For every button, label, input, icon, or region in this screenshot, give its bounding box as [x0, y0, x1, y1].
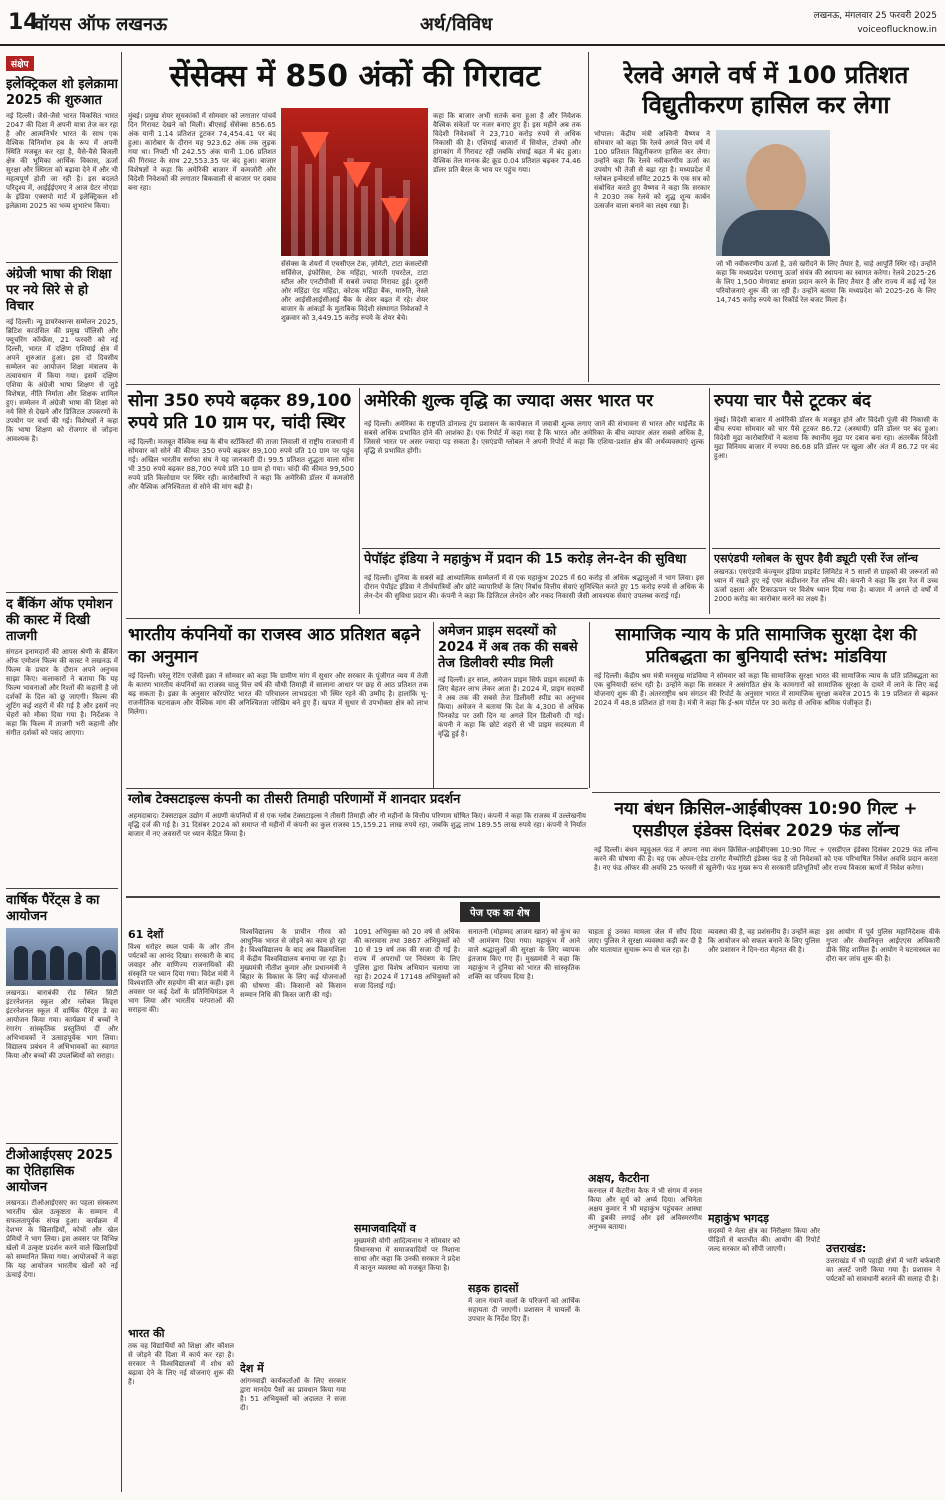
rail-body-a: भोपाल। केंद्रीय मंत्री अश्विनी वैष्णव ने सोमवार को कहा कि रेलवे अगले वित्त वर्ष में 100 प्रतिशत विद्युतीकरण हासिल कर लेगा। उन्होंने कहा कि रेलवे नवीकरणीय ऊर्जा का उपयोग भी तेजी से बढ़ा रहा है। मध्यप्रदेश में ग्लोबल इन्वेस्टर्स समिट 2025 के एक सत्र को संबोधित करते हुए वैष्णव ने कहा कि सरकार ने 2030 तक रेलवे को शुद्ध शून्य कार्बन उत्सर्जन वाला बनाने का लक्ष्य रखा है।: [594, 130, 710, 210]
lead-body-a: मुंबई। प्रमुख शेयर सूचकांकों में सोमवार को लगातार पांचवें दिन गिरावट देखने को मिली। बीएसई सेंसेक्स 856.65 अंक यानी 1.14 प्रतिशत टूटकर 74,454.41 पर बंद हुआ। कारोबार के दौरान यह 923.62 अंक तक लुढ़क गया था। निफ्टी भी 242.55 अंक यानी 1.06 प्रतिशत की गिरावट के साथ 22,553.35 पर बंद हुआ। बाजार विशेषज्ञों ने कहा कि अमेरिकी बाजार में कमजोरी और विदेशी निवेशकों की लगातार बिकवाली से बाजार पर दबाव बना रहा।: [128, 112, 276, 192]
masthead: [0, 0, 945, 46]
revenue-body: नई दिल्ली। घरेलू रेटिंग एजेंसी इक्रा ने सोमवार को कहा कि ग्रामीण मांग में सुधार और सरकार के पूंजीगत व्यय में तेजी के कारण भारतीय कंपनियों का राजस्व चालू वित्त वर्ष की चौथी तिमाही में सालाना आधार पर छह से आठ प्रतिशत तक बढ़ सकता है। इक्रा के अनुसार कॉरपोरेट भारत की परिचालन लाभप्रदता भी स्थिर रहने की उम्मीद है। हालांकि भू-राजनीतिक घटनाक्रम और वैश्विक मांग की अनिश्चितता जोखिम बने हुए हैं। खपत में सुधार से उपभोक्ता क्षेत्र को लाभ मिलेगा।: [128, 672, 428, 716]
gold-headline: सोना 350 रुपये बढ़कर 89,100 रुपये प्रति 10 ग्राम पर, चांदी स्थिर: [128, 391, 352, 433]
rupee-headline: रुपया चार पैसे टूटकर बंद: [714, 391, 871, 411]
cont-body-1b: तक वह विद्यार्थियों को शिक्षा और कौशल से जोड़ने की दिशा में कार्य कर रहा है। सरकार ने विश्वविद्यालयों में शोध को बढ़ावा देने के लिए नई योजनाएं शुरू की हैं।: [128, 1342, 234, 1386]
cont-body-3: 1091 अभियुक्त को 20 वर्ष से अधिक की कारावास तथा 3867 अभियुक्तों को 10 से 19 वर्ष तक की सजा दी गई है। राज्य में अपराधों पर नियंत्रण के लिए पुलिस द्वारा विशेष अभियान चलाया जा रहा है। 2024 में 17148 अभियुक्तों को सजा दिलाई गई।: [354, 928, 460, 990]
cont-body-5: चाहता हूं उनका मामला जेल में सौंप दिया जाए। पुलिस ने सुरक्षा व्यवस्था कड़ी कर दी है और यातायात सुचारू रूप से चल रहा है।: [588, 928, 702, 954]
headline-elecrama: इलेक्ट्रिकल शो इलेक्रामा 2025 की शुरुआत: [6, 77, 118, 108]
tariff-headline: अमेरिकी शुल्क वृद्धि का ज्यादा असर भारत पर: [364, 391, 654, 411]
paypoint-headline: पेपॉइंट इंडिया ने महाकुंभ में प्रदान की 15 करोड़ लेन-देन की सुविधा: [364, 552, 687, 567]
cont-head-6: महाकुंभ भगदड़: [708, 1212, 769, 1225]
cont-body-5b: करनाल में कैटरीना कैफ ने भी संगम में स्नान किया और सूर्य को अर्घ्य दिया। अभिनेता अक्षय कुमार ने भी महाकुंभ पहुंचकर आस्था की डुबकी लगाई और इसे अविस्मरणीय अनुभव बताया।: [588, 1187, 702, 1231]
cont-head-1b: भारत की: [128, 1327, 165, 1340]
headline-banking-emotion: द बैंकिंग ऑफ एमोशन की कास्ट में दिखी ताजगी: [6, 597, 113, 644]
prime-headline: अमेजन प्राइम सदस्यों को 2024 में अब तक की सबसे तेज डिलीवरी स्पीड मिली: [438, 624, 578, 671]
headline-english-education: अंग्रेजी भाषा की शिक्षा पर नये सिरे से हो विचार: [6, 267, 112, 314]
dateline: लखनऊ, मंगलवार 25 फरवरी 2025: [813, 11, 937, 21]
fund-launch-headline: नया बंधन क्रिसिल-आईबीएक्स 10:90 गिल्ट + एसडीएल इंडेक्स दिसंबर 2029 फंड लॉन्च: [614, 799, 918, 841]
rail-body-b: जो भी नवीकरणीय ऊर्जा है, उसे खरीदने के लिए तैयार है, चाहे आपूर्ति स्थिर रहे। उन्होंने कहा कि मध्यप्रदेश परमाणु ऊर्जा संयंत्र की स्थापना का स्वागत करेगा। रेलवे 2025-26 के लिए 1,500 मेगावाट क्षमता प्रदान करने के लिए तैयार है और राज्य में कई नई रेल परियोजनाएं शुरू की जा रही हैं। उन्होंने बताया कि मध्यप्रदेश को 2025-26 के लिए 14,745 करोड़ रुपये का रिकॉर्ड रेल बजट मिला है।: [716, 260, 936, 304]
textiles-headline: ग्लोब टेक्सटाइल्स कंपनी का तीसरी तिमाही परिणामों में शानदार प्रदर्शन: [128, 792, 461, 807]
paper-name: वॉयस ऑफ लखनऊ: [34, 14, 168, 35]
cont-body-1: विश्व धरोहर स्थल पार्क के ओर तीन पर्यटकों का आनंद दिखा। सरकारी के बाद जवाहर और वाणिज्य राजनायिकों की संस्कृति पर ध्यान दिया गया। विदेश मंत्री ने विश्वशांति और सहयोग की बात कही। इस अवसर पर कई देशों के प्रतिनिधिमंडल ने भाग लिया और भारतीय परंपराओं की सराहना की।: [128, 943, 234, 1014]
continuation-label: पेज एक का शेष: [460, 902, 540, 922]
prime-body: नई दिल्ली। हर साल, अमेजन प्राइम सिर्फ प्राइम सदस्यों के लिए बेहतर लाभ लेकर आता है। 2024 में, प्राइम सदस्यों ने अब तक की सबसे तेज डिलीवरी स्पीड का अनुभव किया। अमेजन ने बताया कि देश के 4,300 से अधिक पिनकोड पर उसी दिन या अगले दिन डिलीवरी दी गई। कंपनी ने कहा कि छोटे शहरों से भी प्राइम सदस्यता में वृद्धि हुई है।: [438, 676, 584, 738]
cont-body-2b: आंगनवाड़ी कार्यकर्ताओं के लिए सरकार द्वारा मानदेय पैसों का प्रावधान किया गया है। 51 अभियुक्तों को अदालत ने सजा दी।: [240, 1377, 346, 1412]
headline-parents-day: वार्षिक पैरेंट्स डे का आयोजन: [6, 893, 100, 924]
cont-head-1: 61 देशों: [128, 928, 164, 941]
stock-market-photo: [281, 108, 428, 256]
rail-headline: रेलवे अगले वर्ष में 100 प्रतिशत विद्युतीकरण हासिल कर लेगा: [623, 61, 909, 119]
section-title: अर्थ/विविध: [420, 14, 493, 35]
social-security-headline: सामाजिक न्याय के प्रति सामाजिक सुरक्षा देश की प्रतिबद्धता का बुनियादी स्तंभ: मांडविया: [615, 625, 917, 667]
body-elecrama: नई दिल्ली। जैसे-जैसे भारत विकसित भारत 2047 की दिशा में अपनी यात्रा तेज कर रहा है और आत्मनिर्भर भारत के साथ एक वैश्विक विनिर्माण हब के रूप में अपनी स्थिति मजबूत कर रहा है, वैसे-वैसे बिजली क्षेत्र की भूमिका आर्थिक विकास, ऊर्जा सुरक्षा और स्थिरता को बढ़ावा देने में और भी महत्वपूर्ण होती जा रही है। इस बदलते परिदृश्य में, आईईईएमए ने आज ग्रेटर नोएडा के इंडिया एक्सपो मार्ट में इलेक्ट्रिकल शो इलेक्रामा 2025 का भव्य शुभारंभ किया।: [6, 112, 118, 210]
minister-photo: [716, 130, 830, 256]
cont-body-4: सनातनी (मोहम्मद आजम खान) को कुंभ का भी आमंत्रण दिया गया। महाकुंभ में आने वाले श्रद्धालुओं की सुरक्षा के लिए व्यापक इंतजाम किए गए हैं। मुख्यमंत्री ने कहा कि महाकुंभ ने दुनिया को भारत की सांस्कृतिक शक्ति का परिचय दिया है।: [468, 928, 580, 981]
continuation-col-6: [708, 928, 820, 1492]
ac-launch-headline: एसएंडपी ग्लोबल के सुपर हैवी ड्यूटी एसी रेंज लॉन्च: [714, 552, 918, 565]
cont-head-7: उत्तराखंड:: [826, 1242, 867, 1255]
cont-body-2: विश्वविद्यालय के प्राचीन गौरव को आधुनिक भारत से जोड़ने का काम हो रहा है। विश्वविद्यालय के बाद अब विक्रमशिला में केंद्रीय विश्वविद्यालय बनाया जा रहा है। मुख्यमंत्री नीतीश कुमार और प्रधानमंत्री ने बिहार के विकास के लिए कई योजनाओं की घोषणा की। किसानों को किसान सम्मान निधि की किस्त जारी की गई।: [240, 928, 346, 999]
continuation-col-5: [588, 928, 702, 1492]
cont-body-3b: मुख्यमंत्री योगी आदित्यनाथ ने सोमवार को विधानसभा में समाजवादियों पर निशाना साधा और कहा कि उनकी सरकार ने प्रदेश में कानून व्यवस्था को मजबूत किया है।: [354, 1237, 460, 1272]
website-link[interactable]: voiceoflucknow.in: [857, 25, 937, 35]
body-english-education: नई दिल्ली। न्यू डायरेक्शन्स सम्मेलन 2025, ब्रिटिश काउंसिल की प्रमुख पॉलिसी और फ्यूचरिंग कॉन्फ्रेंस, 21 फरवरी को नई दिल्ली, भारत में दक्षिण एशियाई क्षेत्र में अपने शुरुआत हुआ। इस दो दिवसीय सम्मेलन का आयोजन शिक्षा मंत्रालय के तत्वावधान में किया गया। इसमें दक्षिण एशिया के अंग्रेजी भाषा शिक्षण से जुड़े विशेषज्ञ, नीति निर्माता और शिक्षक शामिल हुए। सम्मेलन में अंग्रेजी भाषा की शिक्षा को नये सिरे से देखने और डिजिटल उपकरणों के उपयोग पर चर्चा की गई। विशेषज्ञों ने कहा कि भाषा शिक्षण को रोजगार से जोड़ना आवश्यक है।: [6, 318, 118, 443]
continuation-col-2: [240, 928, 346, 1492]
textiles-body: अहमदाबाद। टेक्सटाइल उद्योग में अग्रणी कंपनियों में से एक ग्लोब टेक्सटाइल्स ने तीसरी तिमाही और नौ महीनों के वित्तीय परिणाम घोषित किए। कंपनी ने कहा कि राजस्व में उल्लेखनीय वृद्धि दर्ज की गई है। 31 दिसंबर 2024 को समाप्त नौ महीनों में कंपनी का कुल राजस्व 15,159.21 लाख रुपये रहा, जबकि शुद्ध लाभ 189.55 लाख रुपये रहा। कंपनी ने निर्यात बाजार में नए अवसरों पर ध्यान केंद्रित किया है।: [128, 812, 586, 838]
brief-tag: संक्षेप: [6, 56, 34, 71]
cont-head-4: सड़क हादसों: [468, 1282, 519, 1295]
fund-launch-body: नई दिल्ली। बंधन म्यूचुअल फंड ने अपना नया बंधन क्रिसिल-आईबीएक्स 10:90 गिल्ट + एसडीएल इंडेक्स दिसंबर 2029 फंड लॉन्च करने की घोषणा की है। यह एक ओपन-एंडेड टारगेट मैच्योरिटी इंडेक्स फंड है जो निवेशकों को एक परिभाषित निवेश अवधि प्रदान करता है। नए फंड ऑफर की अवधि 25 फरवरी से खुलेगी। फंड मुख्य रूप से सरकारी प्रतिभूतियों और राज्य विकास ऋणों में निवेश करेगा।: [594, 846, 938, 872]
continuation-col-1: [128, 928, 234, 1492]
cont-head-2b: देश में: [240, 1362, 264, 1375]
school-event-photo: [6, 928, 118, 986]
lead-headline: सेंसेक्स में 850 अंकों की गिरावट: [169, 59, 541, 94]
cont-body-7b: उत्तराखंड में भी पहाड़ी क्षेत्रों में भारी बर्फबारी का अलर्ट जारी किया गया है। प्रशासन ने पर्यटकों को सावधानी बरतने की सलाह दी है।: [826, 1257, 940, 1283]
continuation-col-7: [826, 928, 940, 1492]
cont-body-7: इस आयोग में पूर्व पुलिस महानिदेशक वीके गुप्ता और सेवानिवृत्त आईएएस अधिकारी डीके सिंह शामिल हैं। आयोग ने घटनास्थल का दौरा कर जांच शुरू की है।: [826, 928, 940, 963]
lead-body-b: सेंसेक्स के शेयरों में एचसीएल टेक, ज़ोमैटो, टाटा कंसल्टेंसी सर्विसेज, इंफोसिस, टेक महिंद्रा, भारती एयरटेल, टाटा स्टील और एनटीपीसी में सबसे ज्यादा गिरावट हुई। दूसरी ओर महिंद्रा एंड महिंद्रा, कोटक महिंद्रा बैंक, मारुति, नेस्ले और आईसीआईसीआई बैंक के शेयर बढ़त में रहे। शेयर बाजार के आंकड़ों के मुताबिक विदेशी संस्थागत निवेशकों ने शुक्रवार को 3,449.15 करोड़ रुपये के शेयर बेचे।: [281, 260, 428, 322]
headline-toisa: टीओआईएसए 2025 का ऐतिहासिक आयोजन: [6, 1148, 113, 1195]
gold-body: नई दिल्ली। मजबूत वैश्विक रुख के बीच स्टॉकिस्टों की ताजा लिवाली से राष्ट्रीय राजधानी में सोमवार को सोने की कीमत 350 रुपये बढ़कर 89,100 रुपये प्रति 10 ग्राम पर पहुंच गई। अखिल भारतीय सर्राफा संघ ने यह जानकारी दी। 99.5 प्रतिशत शुद्धता वाला सोना भी 350 रुपये बढ़कर 88,700 रुपये प्रति 10 ग्राम हो गया। चांदी की कीमत 99,500 रुपये प्रति किलोग्राम पर स्थिर रही। कारोबारियों ने कहा कि अमेरिकी डॉलर में कमजोरी और वैश्विक अनिश्चितता से सोने की मांग बढ़ी है।: [128, 438, 354, 491]
body-toisa: लखनऊ। टीओआईएसए का पहला संस्करण भारतीय खेल उत्कृष्टता के सम्मान में सफलतापूर्वक संपन्न हुआ। कार्यक्रम में देशभर के खिलाड़ियों, कोचों और खेल प्रेमियों ने भाग लिया। इस अवसर पर विभिन्न खेलों में उत्कृष्ट प्रदर्शन करने वाले खिलाड़ियों को सम्मानित किया गया। आयोजकों ने कहा कि यह आयोजन भारतीय खेलों को नई ऊंचाई देगा।: [6, 1199, 118, 1279]
cont-head-3: समाजवादियों व: [354, 1222, 416, 1235]
page-number: 14: [8, 10, 39, 35]
left-column: [6, 52, 118, 1492]
paypoint-body: नई दिल्ली। दुनिया के सबसे बड़े आध्यात्मिक सम्मेलनों में से एक महाकुंभ 2025 में 60 करोड़ से अधिक श्रद्धालुओं ने भाग लिया। इस दौरान पेपॉइंट इंडिया ने तीर्थयात्रियों और छोटे व्यापारियों के लिए निर्बाध वित्तीय सेवाएं सुनिश्चित करते हुए 15 करोड़ रुपये से अधिक के लेन-देन की सुविधा प्रदान की। कंपनी ने कहा कि डिजिटल लेनदेन और नकद निकासी जैसी आवश्यक सेवाएं उपलब्ध कराई गईं।: [364, 574, 704, 600]
body-parents-day: लखनऊ। बाराबंकी रोड स्थित सिटी इंटरनेशनल स्कूल और ग्लोबल किड्स इंटरनेशनल स्कूल में वार्षिक पैरेंट्स डे का आयोजन किया गया। कार्यक्रम में बच्चों ने रंगारंग सांस्कृतिक प्रस्तुतियां दीं और अभिभावकों ने उत्साहपूर्वक भाग लिया। विद्यालय प्रबंधन ने अभिभावकों का स्वागत किया और बच्चों की उपलब्धियों को सराहा।: [6, 989, 118, 1060]
ac-launch-body: लखनऊ। एसएंडपी कंज्यूमर इंडिया प्राइवेट लिमिटेड ने 5 सालों से ग्राहकों की जरूरतों को ध्यान में रखते हुए नई एयर कंडीशनर रेंज लॉन्च की। कंपनी ने कहा कि इस रेंज में उच्च ऊर्जा दक्षता और टिकाऊपन पर विशेष ध्यान दिया गया है। बाजार में अगले दो वर्षों में 2000 करोड़ का कारोबार करने का लक्ष्य है।: [714, 568, 938, 603]
cont-head-5: अक्षय, कैटरीना: [588, 1172, 649, 1185]
cont-body-6: व्यवस्था की है, वह प्रशंसनीय है। उन्होंने कहा कि आयोजन को सफल बनाने के लिए पुलिस और प्रशासन ने दिन-रात मेहनत की है।: [708, 928, 820, 954]
body-banking-emotion: संगठन इनामदारों की आपस श्रेणी के ब्रैंकिंग ऑफ एमोशन फिल्म की कास्ट ने लखनऊ में फिल्म के प्रचार के दौरान अपने अनुभव साझा किए। कलाकारों ने बताया कि यह फिल्म भावनाओं और रिश्तों की कहानी है जो दर्शकों के दिल को छू जाएगी। फिल्म की शूटिंग कई शहरों में की गई है और इसमें नए चेहरों को मौका दिया गया है। निर्देशक ने कहा कि फिल्म में ताजगी भरी कहानी और संगीत दर्शकों को पसंद आएगा।: [6, 648, 118, 737]
continuation-col-4: [468, 928, 580, 1492]
revenue-headline: भारतीय कंपनियों का राजस्व आठ प्रतिशत बढ़ने का अनुमान: [128, 625, 421, 667]
continuation-col-3: [354, 928, 460, 1492]
tariff-body: नई दिल्ली। अमेरिका के राष्ट्रपति डोनाल्ड ट्रंप प्रशासन के कार्यकाल में जवाबी शुल्क लगाए जाने की संभावना से भारत और थाईलैंड के सबसे अधिक प्रभावित होने की आशंका है। एक रिपोर्ट में कहा गया है कि भारत और अमेरिका के बीच व्यापार अंतर सबसे अधिक है, जिससे भारत पर असर ज्यादा पड़ सकता है। एसएंडपी ग्लोबल ने अपनी रिपोर्ट में कहा कि एशिया-प्रशांत क्षेत्र की अर्थव्यवस्थाएं शुल्क वृद्धि से प्रभावित होंगी।: [364, 420, 704, 455]
cont-body-6b: सदस्यों ने मेला क्षेत्र का निरीक्षण किया और पीड़ितों से बातचीत की। आयोग की रिपोर्ट जल्द सरकार को सौंपी जाएगी।: [708, 1227, 820, 1253]
rupee-body: मुंबई। विदेशी बाजार में अमेरिकी डॉलर के मजबूत होने और विदेशी पूंजी की निकासी के बीच रुपया सोमवार को चार पैसे टूटकर 86.72 (अस्थायी) प्रति डॉलर पर बंद हुआ। विदेशी मुद्रा कारोबारियों ने बताया कि स्थानीय मुद्रा पर दबाव बना रहा। अंतरबैंक विदेशी मुद्रा विनिमय बाजार में रुपया 86.68 प्रति डॉलर पर खुला और अंत में 86.72 पर बंद हुआ।: [714, 416, 938, 460]
social-security-body: नई दिल्ली। केंद्रीय श्रम मंत्री मनसुख मांडविया ने सोमवार को कहा कि सामाजिक सुरक्षा भारत की सामाजिक न्याय के प्रति प्रतिबद्धता का एक बुनियादी स्तंभ रही है। उन्होंने कहा कि सरकार ने असंगठित क्षेत्र के कामगारों को सामाजिक सुरक्षा के दायरे में लाने के लिए कई योजनाएं शुरू की हैं। अंतरराष्ट्रीय श्रम संगठन की रिपोर्ट के अनुसार भारत में सामाजिक सुरक्षा कवरेज 2015 के 19 प्रतिशत से बढ़कर 2024 में 48.8 प्रतिशत हो गया है। मंत्री ने कहा कि ई-श्रम पोर्टल पर 30 करोड़ से अधिक श्रमिक पंजीकृत हैं।: [594, 672, 938, 707]
lead-body-c: कहा कि बाजार अभी सतर्क बना हुआ है और निवेशक वैश्विक संकेतों पर नजर बनाए हुए हैं। इस महीने अब तक विदेशी निवेशकों ने 23,710 करोड़ रुपये से अधिक निकासी की है। एशियाई बाजारों में सियोल, टोक्यो और हांगकांग में गिरावट रही जबकि शंघाई बढ़त में बंद हुआ। वैश्विक तेल मानक ब्रेंट क्रूड 0.04 प्रतिशत बढ़कर 74.46 डॉलर प्रति बैरल के भाव पर पहुंच गया।: [433, 112, 581, 174]
cont-body-4b: में जान गंवाने वालों के परिजनों को आर्थिक सहायता दी जाएगी। प्रशासन ने घायलों के उपचार के निर्देश दिए हैं।: [468, 1297, 580, 1323]
